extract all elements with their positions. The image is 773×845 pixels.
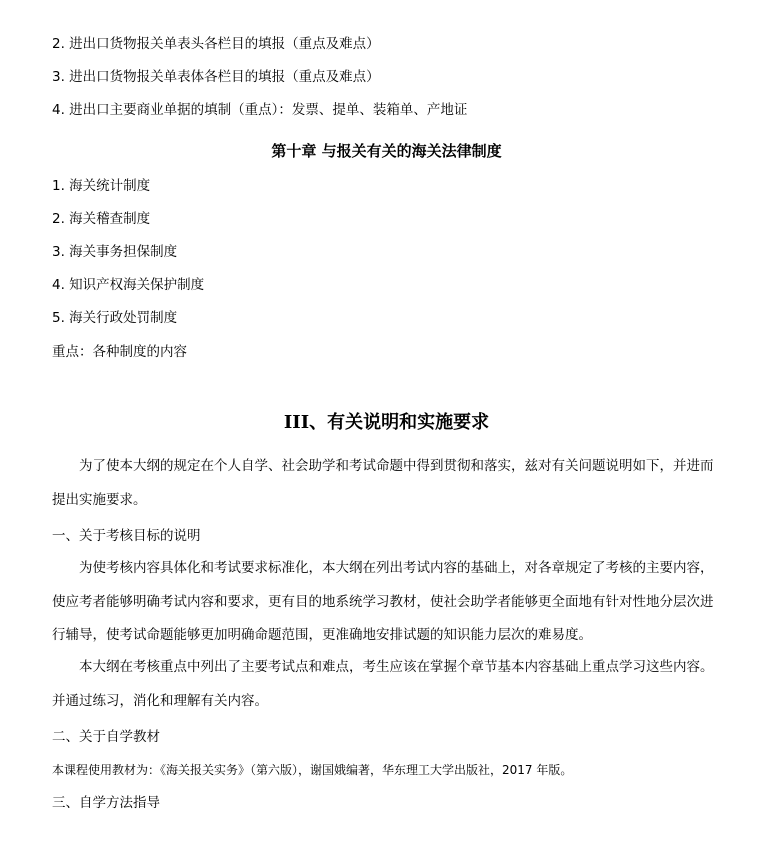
item-top-4: 4. 进出口主要商业单据的填制（重点）：发票、提单、装箱单、产地证 — [52, 102, 468, 118]
key-points: 重点：各种制度的内容 — [52, 344, 187, 360]
sub2-heading: 二、关于自学教材 — [52, 729, 160, 745]
item-top-2: 2. 进出口货物报关单表头各栏目的填报（重点及难点） — [52, 36, 380, 52]
sub3-heading: 三、自学方法指导 — [52, 795, 160, 811]
chapter-item-4: 4. 知识产权海关保护制度 — [52, 277, 205, 293]
section-intro: 为了使本大纲的规定在个人自学、社会助学和考试命题中得到贯彻和落实，兹对有关问题说明如下，并进而提出实施要求。 — [52, 458, 714, 508]
item-top-3: 3. 进出口货物报关单表体各栏目的填报（重点及难点） — [52, 69, 380, 85]
chapter-item-2: 2. 海关稽查制度 — [52, 211, 151, 227]
chapter-item-3: 3. 海关事务担保制度 — [52, 244, 178, 260]
chapter-item-1: 1. 海关统计制度 — [52, 178, 151, 194]
sub1-para1: 为使考核内容具体化和考试要求标准化，本大纲在列出考试内容的基础上，对各章规定了考核的主要内容，使应考者能够明确考试内容和要求，更有目的地系统学习教材，使社会助学者能够更全面地有针对性地分层次进行辅导，使考试命题能够更加明确命题范围，更准确地安排试题的知识能力层次的难易度。 — [52, 560, 714, 643]
chapter-title: 第十章 与报关有关的海关法律制度 — [271, 142, 502, 160]
sub1-heading: 一、关于考核目标的说明 — [52, 528, 201, 544]
section-title: III、有关说明和实施要求 — [283, 412, 490, 433]
sub1-para2: 本大纲在考核重点中列出了主要考试点和难点，考生应该在掌握个章节基本内容基础上重点学习这些内容。并通过练习，消化和理解有关内容。 — [52, 659, 714, 709]
chapter-item-5: 5. 海关行政处罚制度 — [52, 310, 178, 326]
sub2-text: 本课程使用教材为：《海关报关实务》（第六版），谢国娥编著，华东理工大学出版社，2017 年版。 — [52, 763, 573, 777]
